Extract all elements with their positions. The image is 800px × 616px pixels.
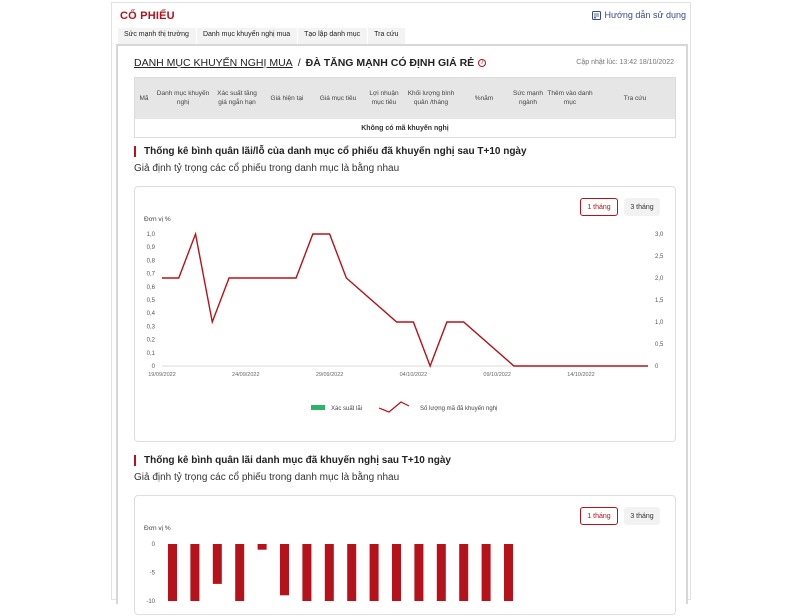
bar	[482, 544, 491, 601]
content-panel	[116, 44, 688, 604]
legend-swatch-recommended-count	[379, 402, 409, 412]
col-lookup[interactable]: Tra cứu	[623, 94, 647, 102]
tab-market-strength[interactable]: Sức mạnh thị trường	[118, 28, 197, 44]
y-tick-right: 1,0	[655, 320, 664, 326]
range-1m-button[interactable]: 1 tháng	[580, 198, 618, 216]
col-target-profit[interactable]: Lợi nhuận mục tiêu	[369, 90, 399, 106]
y-tick-left: 0,8	[146, 258, 155, 265]
bar	[325, 544, 334, 601]
y-tick-left: 0,1	[146, 350, 155, 357]
x-tick-label: 09/10/2022	[483, 372, 511, 378]
help-label: Hướng dẫn sử dụng	[604, 10, 686, 20]
bar	[370, 544, 379, 601]
bar	[302, 544, 311, 601]
section2-title: Thống kê bình quân lãi danh mục đã khuyến nghị sau T+10 ngày	[134, 455, 451, 466]
col-industry-strength[interactable]: Sức mạnh ngành	[512, 90, 543, 106]
table-empty-message: Không có mã khuyến nghị	[135, 118, 675, 137]
bar	[213, 544, 222, 584]
y-tick-left: 0,2	[146, 337, 155, 344]
tab-bar	[118, 28, 406, 44]
tab-lookup[interactable]: Tra cứu	[368, 28, 406, 44]
bar	[168, 544, 177, 601]
guide-icon	[592, 11, 601, 20]
col-portfolio[interactable]: Danh mục khuyến nghị	[156, 90, 210, 106]
col-add-to-portfolio[interactable]: Thêm vào danh mục	[547, 90, 593, 106]
col-target-price[interactable]: Giá mục tiêu	[319, 94, 357, 102]
line-chart-card	[134, 186, 676, 442]
bar	[459, 544, 468, 601]
y-tick-left: 0,7	[146, 271, 155, 278]
help-link[interactable]	[592, 10, 686, 20]
x-tick-label: 14/10/2022	[567, 372, 595, 378]
col-current-price[interactable]: Giá hiện tại	[270, 94, 304, 102]
y-tick-left: 0,9	[146, 245, 155, 252]
table-header	[135, 78, 675, 118]
tab-buy-recommendations[interactable]: Danh mục khuyến nghị mua	[197, 28, 298, 44]
col-code[interactable]: Mã	[139, 94, 149, 102]
top-bar	[112, 3, 692, 27]
legend-swatch-probability	[311, 405, 325, 410]
breadcrumb-parent-link[interactable]: DANH MỤC KHUYẾN NGHỊ MUA	[134, 57, 293, 69]
chart-unit-label: Đơn vị %	[144, 525, 171, 532]
bar	[437, 544, 446, 601]
y-tick-right: 0	[655, 364, 659, 370]
recommendation-table	[134, 77, 676, 138]
breadcrumb-separator: /	[297, 57, 301, 69]
y-tick-left: 0	[151, 364, 155, 370]
x-tick-label: 29/09/2022	[315, 372, 344, 378]
col-avg-volume[interactable]: Khối lượng bình quân /tháng	[407, 90, 455, 106]
x-tick-label: 19/09/2022	[148, 372, 176, 378]
bar	[504, 544, 513, 601]
bar	[190, 544, 199, 601]
info-icon[interactable]: i	[478, 59, 486, 67]
y-tick-right: 2,5	[655, 254, 664, 260]
y-tick-left: 1,0	[146, 232, 155, 238]
y-tick: -5	[149, 570, 155, 577]
y-tick-right: 0,5	[655, 342, 664, 348]
bar-chart-card	[134, 495, 676, 615]
breadcrumb	[134, 57, 486, 69]
y-tick: -10	[146, 599, 155, 605]
y-tick-right: 1,5	[655, 298, 664, 304]
bar	[414, 544, 423, 601]
bar	[258, 544, 267, 550]
breadcrumb-current: ĐÀ TĂNG MẠNH CÓ ĐỊNH GIÁ RẺ	[305, 57, 475, 69]
bar	[392, 544, 401, 601]
y-tick: 0	[151, 542, 155, 548]
series-line-recommended-count	[162, 234, 648, 366]
updated-timestamp: Cập nhật lúc: 13:42 18/10/2022	[576, 59, 674, 66]
range-1m-button[interactable]: 1 tháng	[580, 507, 618, 525]
y-tick-left: 0,3	[146, 324, 155, 331]
bar-chart	[135, 496, 675, 616]
app-window	[111, 2, 691, 605]
y-tick-left: 0,5	[146, 298, 155, 304]
y-tick-left: 0,4	[146, 311, 155, 318]
col-annual-pct[interactable]: %năm	[474, 94, 494, 102]
legend-label-recommended-count: Số lượng mã đã khuyến nghị	[420, 406, 498, 412]
col-probability[interactable]: Xác suất tăng giá ngắn hạn	[217, 90, 257, 106]
section1-title: Thống kê bình quân lãi/lỗ của danh mục cổ phiếu đã khuyến nghị sau T+10 ngày	[134, 146, 527, 157]
y-tick-right: 2,0	[655, 276, 664, 282]
section1-subtitle: Giả định tỷ trọng các cổ phiếu trong danh mục là bằng nhau	[134, 163, 400, 174]
legend-label-probability: Xác suất lãi	[331, 406, 363, 412]
brand-title: CỔ PHIẾU	[120, 10, 175, 22]
y-tick-right: 3,0	[655, 232, 664, 238]
x-tick-label: 24/09/2022	[232, 372, 260, 378]
y-tick-left: 0,6	[146, 284, 155, 291]
section2-subtitle: Giả định tỷ trọng các cổ phiếu trong danh mục là bằng nhau	[134, 472, 400, 483]
range-3m-button[interactable]: 3 tháng	[624, 198, 660, 216]
bar	[347, 544, 356, 601]
line-chart	[135, 187, 675, 427]
x-tick-label: 04/10/2022	[399, 372, 428, 378]
range-3m-button[interactable]: 3 tháng	[624, 507, 660, 525]
chart-unit-label: Đơn vị %	[144, 216, 171, 223]
bar	[280, 544, 289, 595]
tab-create-portfolio[interactable]: Tạo lập danh mục	[298, 28, 368, 44]
bar	[235, 544, 244, 601]
